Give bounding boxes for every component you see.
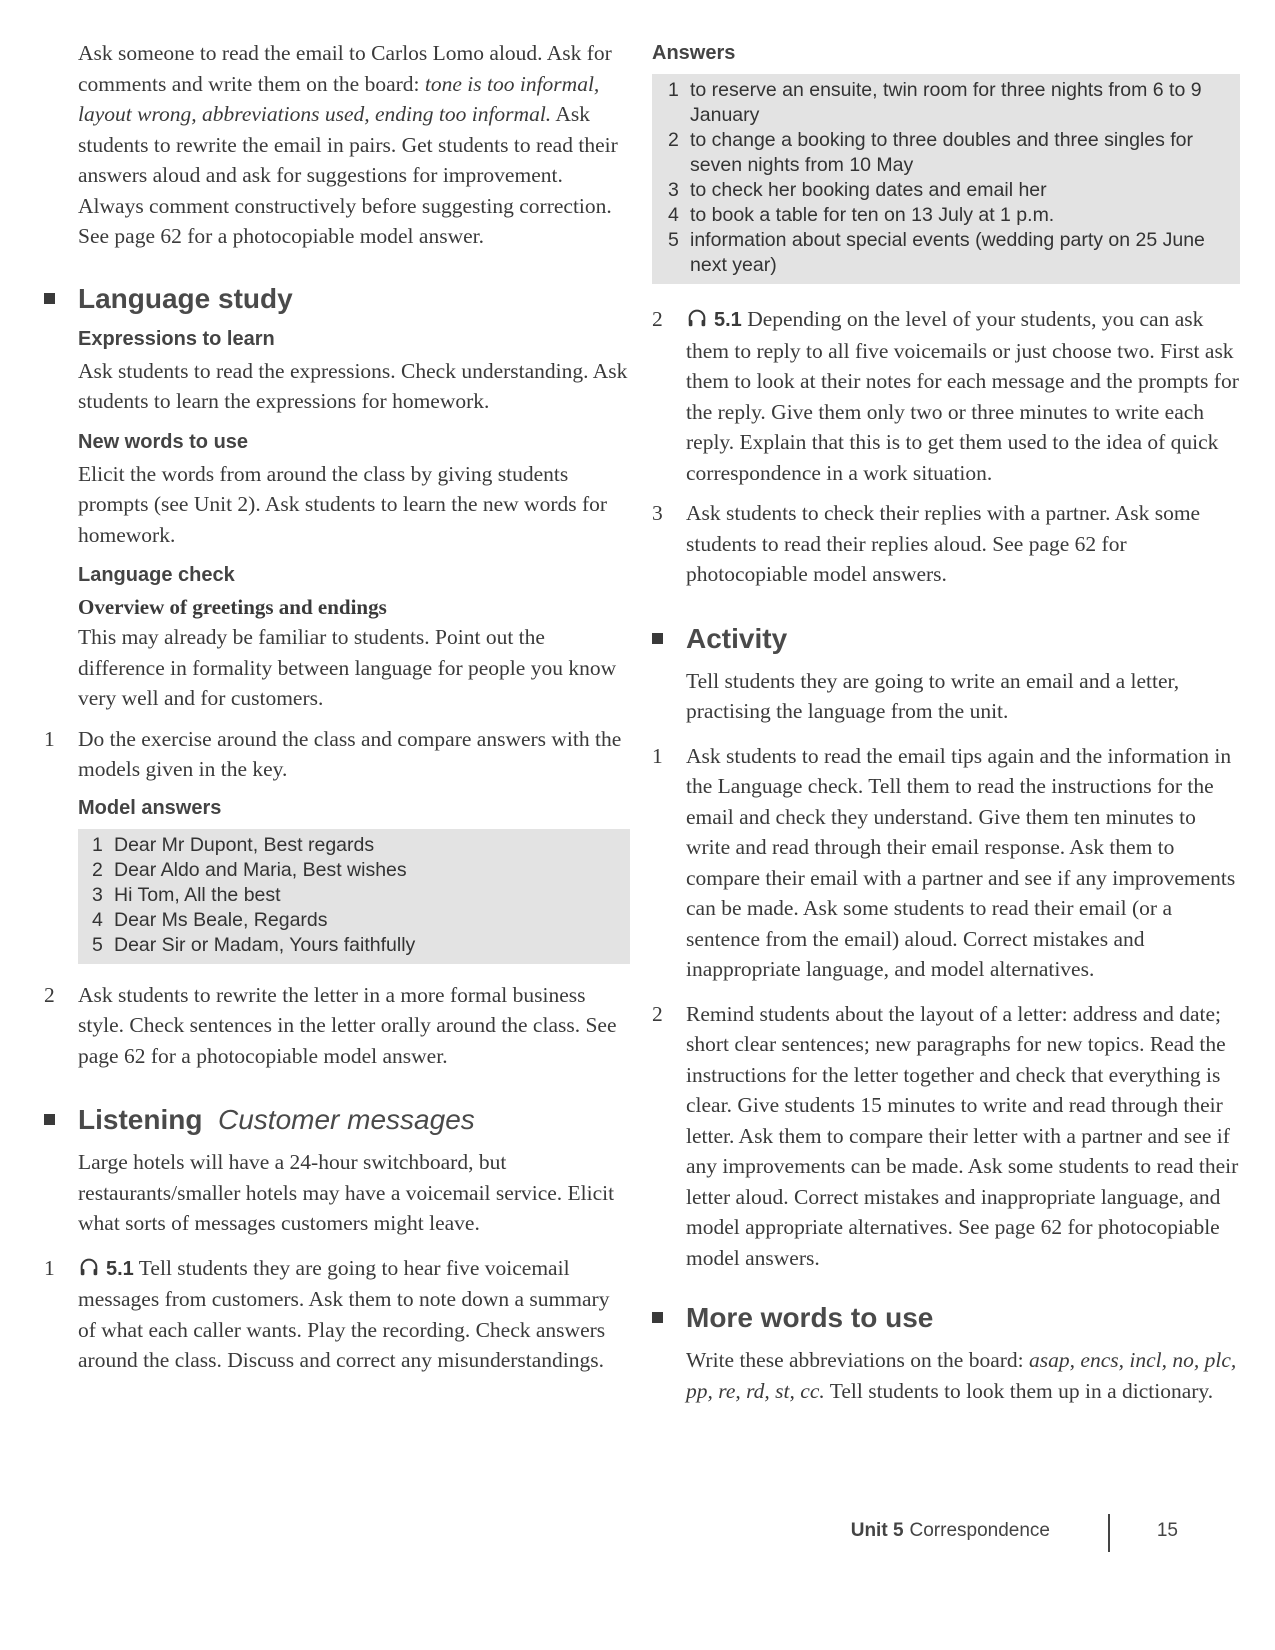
- track-number: 5.1: [714, 309, 742, 331]
- list-item: [92, 858, 616, 883]
- more-words-title: More words to use: [686, 1302, 934, 1333]
- section-heading-activity: [652, 622, 1240, 656]
- item-number: 2: [44, 982, 55, 1007]
- item-text: information about special events (wedding party on 25 June next year): [690, 229, 1205, 276]
- bullet-square-icon: [44, 1114, 55, 1125]
- text-run: Ask someone to read the email to Carlos Lomo aloud. Ask for comments and write them on the board:: [78, 41, 612, 96]
- list-item: [92, 833, 616, 858]
- model-answers-heading: Model answers: [78, 796, 222, 819]
- item-text: Remind students about the layout of a letter: address and date; short clear sentences; new paragraphs for new topics. Read the instructions for the letter together and check that everything is clear. Give students 15 minutes to write and read through their letter. Ask them to compare their letter with a partner and see if any improvements can be made. Ask some students to read their letter aloud. Correct mistakes and inappropriate language, and model appropriate alternatives. See page 62 for photocopiable model answers.: [686, 1001, 1239, 1270]
- item-text: [78, 1253, 630, 1376]
- item-text: Ask students to check their replies with a partner. Ask some students to read their replies aloud. See page 62 for photocopiable model answers.: [686, 501, 1201, 586]
- list-item: [668, 178, 1226, 203]
- bullet-square-icon: [652, 633, 663, 644]
- item-number: 2: [668, 129, 679, 151]
- bullet-square-icon: [652, 1312, 663, 1323]
- item-text: Ask students to rewrite the letter in a more formal business style. Check sentences in the letter orally around the class. See page 62 for a photocopiable model answer.: [78, 982, 617, 1068]
- item-text: [686, 304, 1240, 488]
- unit-label: Unit 5: [850, 1520, 904, 1541]
- list-item: [92, 908, 616, 933]
- list-item: [44, 1253, 630, 1376]
- list-item: [668, 203, 1226, 228]
- item-number: 1: [44, 726, 55, 751]
- language-check-heading: Language check: [78, 564, 235, 586]
- activity-title: Activity: [686, 622, 788, 654]
- item-text: to check her booking dates and email her: [690, 179, 1047, 201]
- list-item: [668, 78, 1226, 128]
- list-item: [92, 933, 616, 958]
- item-text: Dear Sir or Madam, Yours faithfully: [114, 933, 416, 956]
- list-item: [652, 304, 1240, 488]
- footer-unit: [851, 1520, 1050, 1542]
- more-words-text: [652, 1345, 1240, 1406]
- listening-title: Listening: [78, 1104, 203, 1135]
- list-item: [44, 724, 630, 785]
- headphones-icon: [686, 307, 708, 329]
- footer-divider: [1108, 1514, 1110, 1552]
- item-number: 2: [92, 858, 103, 881]
- headphones-icon: [78, 1256, 100, 1278]
- text-run: Write these abbreviations on the board:: [686, 1348, 1030, 1372]
- item-number: 1: [668, 79, 679, 101]
- item-number: 1: [44, 1255, 55, 1280]
- item-text: Ask students to read the email tips again and the information in the Language check. Tell them to read the instructions for the email and check they understand. Give them ten minutes to write and read through their email response. Ask them to compare their email with a partner and see if any improvements can be made. Ask some students to read their email (or a sentence from the email) aloud. Correct mistakes and inappropriate language, and model alternatives.: [686, 743, 1236, 981]
- item-text: Dear Ms Beale, Regards: [114, 908, 328, 931]
- page-number: 15: [1156, 1520, 1178, 1541]
- text-run: Tell students to look them up in a dictionary.: [824, 1378, 1214, 1403]
- list-item: [668, 228, 1226, 278]
- track-number: 5.1: [106, 1257, 134, 1280]
- item-number: 3: [92, 883, 103, 906]
- bullet-square-icon: [44, 293, 55, 304]
- item-number: 5: [92, 933, 103, 956]
- item-text: Do the exercise around the class and compare answers with the models given in the key.: [78, 726, 622, 781]
- list-item: [92, 883, 616, 908]
- item-number: 4: [668, 204, 679, 226]
- intro-paragraph: [44, 38, 630, 252]
- overview-text: This may already be familiar to students. Point out the difference in formality between language for people you know very well and for customers.: [78, 625, 617, 710]
- list-item: [652, 999, 1240, 1274]
- item-text: Hi Tom, All the best: [114, 883, 281, 906]
- answers-heading: Answers: [652, 42, 736, 64]
- listening-intro: Large hotels will have a 24-hour switchboard, but restaurants/smaller hotels may have a voicemail service. Elicit what sorts of messages customers might leave.: [78, 1150, 615, 1235]
- italic-text: asap, encs, incl, no, plc, pp, re, rd, st, cc.: [686, 1348, 1237, 1403]
- item-number: 1: [92, 833, 103, 856]
- item-number: 2: [652, 1001, 663, 1026]
- item-text: to change a booking to three doubles and three singles for seven nights from 10 May: [690, 129, 1194, 176]
- answers-box: [652, 74, 1240, 284]
- right-column: [652, 38, 1240, 1406]
- item-text: Dear Mr Dupont, Best regards: [114, 833, 375, 856]
- item-number: 5: [668, 229, 679, 251]
- item-text: to reserve an ensuite, twin room for three nights from 6 to 9 January: [690, 79, 1202, 126]
- item-number: 1: [652, 743, 663, 768]
- list-item: [652, 741, 1240, 985]
- model-answers-box: [78, 829, 630, 964]
- expressions-heading: Expressions to learn: [78, 327, 275, 350]
- page-footer: [850, 1520, 1210, 1560]
- unit-title: Correspondence: [909, 1520, 1050, 1541]
- section-heading-language-study: [44, 282, 630, 316]
- item-text: to book a table for ten on 13 July at 1 p.m.: [690, 204, 1055, 226]
- list-item: [668, 128, 1226, 178]
- section-heading-listening: [44, 1103, 630, 1137]
- list-item: [652, 498, 1240, 590]
- item-text: Dear Aldo and Maria, Best wishes: [114, 858, 407, 881]
- italic-text: tone is too informal, layout wrong, abbreviations used, ending too informal.: [78, 71, 600, 126]
- new-words-heading: New words to use: [78, 430, 249, 453]
- item-number: 4: [92, 908, 103, 931]
- overview-heading: Overview of greetings and endings: [78, 595, 387, 619]
- item-number: 3: [668, 179, 679, 201]
- list-item: [44, 980, 630, 1072]
- left-column: [44, 38, 630, 1386]
- item-number: 2: [652, 307, 663, 331]
- section-heading-more-words: [652, 1301, 1240, 1335]
- item-body: Tell students they are going to hear five voicemail messages from customers. Ask them to note down a summary of what each caller wants. Play the recording. Check answers around the class. Discuss and correct any misunderstandings.: [78, 1255, 610, 1372]
- activity-intro: Tell students they are going to write an email and a letter, practising the language from the unit.: [686, 668, 1180, 723]
- expressions-text: Ask students to read the expressions. Check understanding. Ask students to learn the expressions for homework.: [78, 358, 628, 413]
- listening-subtitle: Customer messages: [218, 1104, 475, 1135]
- language-study-title: Language study: [78, 282, 293, 314]
- item-body: Depending on the level of your students, you can ask them to reply to all five voicemails or just choose two. First ask them to look at their notes for each message and the prompts for the reply. Give them only two or three minutes to write each reply. Explain that this is to get them used to the idea of quick correspondence in a work situation.: [686, 307, 1239, 485]
- item-number: 3: [652, 501, 663, 525]
- text-run: Ask students to rewrite the email in pairs. Get students to read their answers aloud and ask for suggestions for improvement. Always comment constructively before suggesting correction. See page 62 for a photocopiable model answer.: [78, 102, 618, 248]
- new-words-text: Elicit the words from around the class by giving students prompts (see Unit 2). Ask students to learn the new words for homework.: [78, 461, 608, 547]
